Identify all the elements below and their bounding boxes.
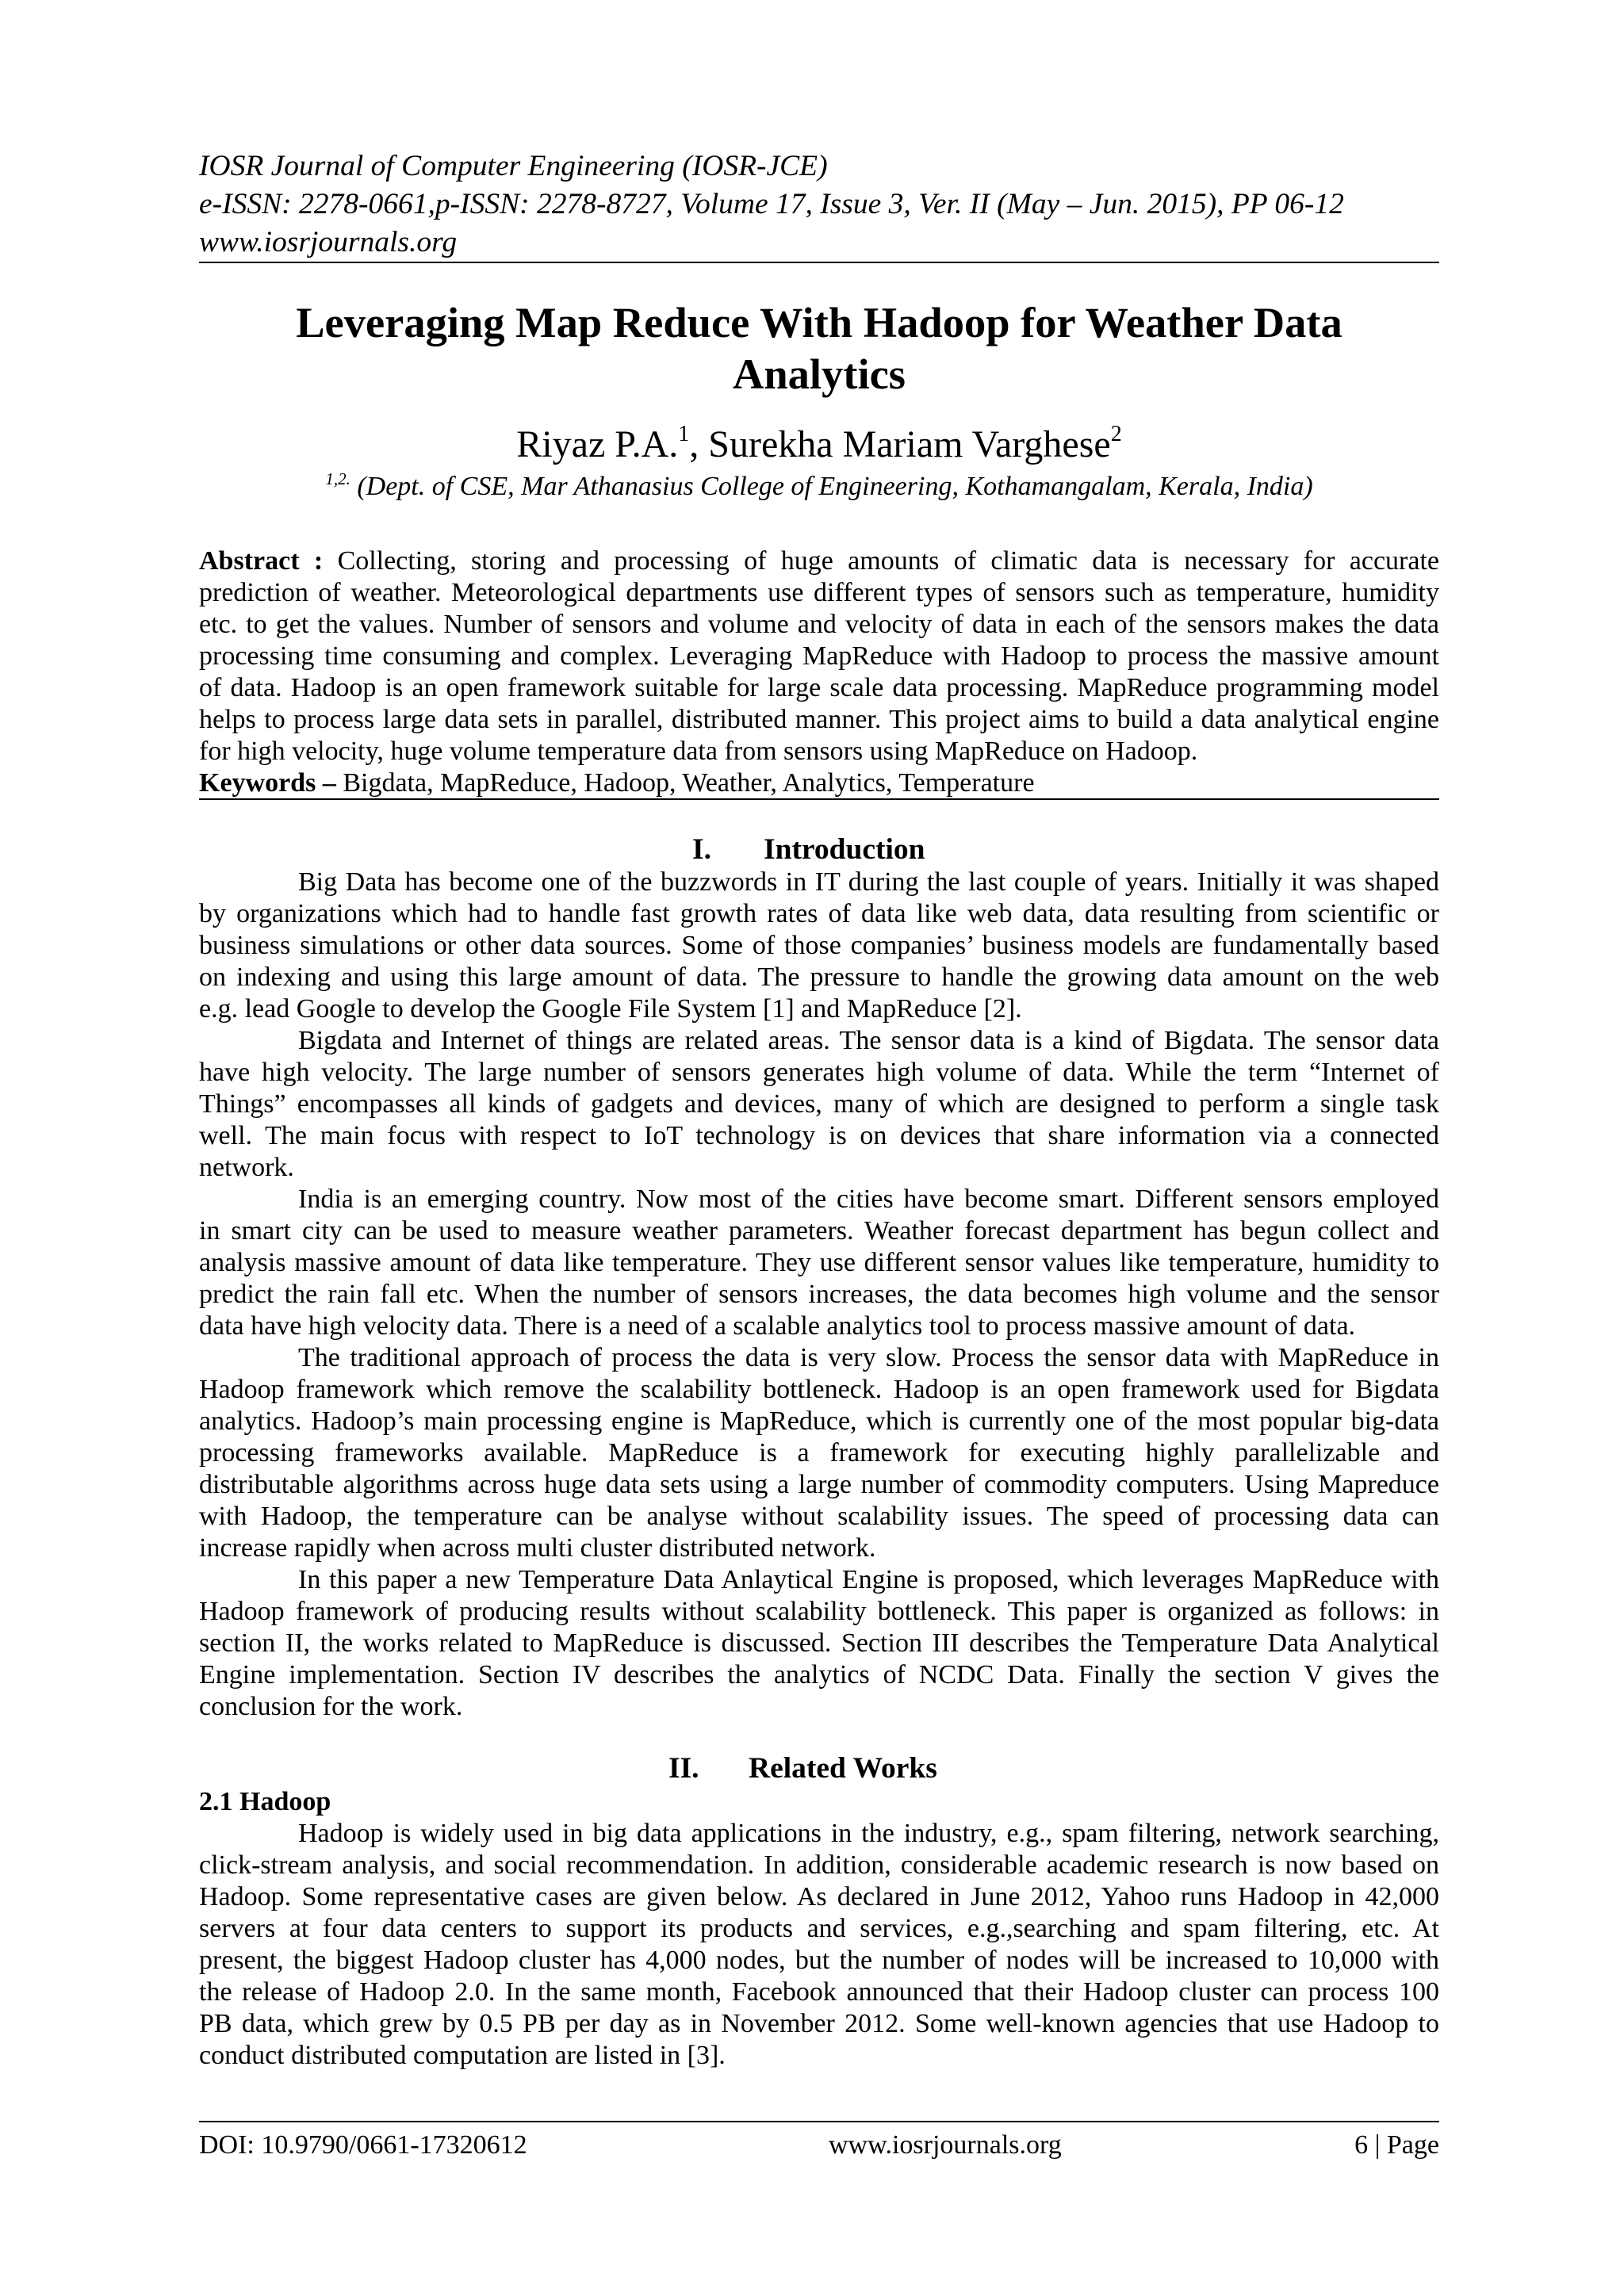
- paragraph-line: Hadoop is widely used in big data applications in the industry, e.g., spam filtering, network searching,: [298, 1819, 1439, 1848]
- paragraph-line: In this paper a new Temperature Data Anlaytical Engine is proposed, which leverages MapReduce with: [298, 1565, 1439, 1594]
- running-header: [199, 147, 1439, 262]
- paragraph-line: the release of Hadoop 2.0. In the same month, Facebook announced that their Hadoop cluster can process 100: [199, 1977, 1439, 2007]
- paragraph-line: servers at four data centers to support its products and services, e.g.,searching and spam filtering, etc. At: [199, 1914, 1439, 1943]
- issn-volume-info: e-ISSN: 2278-0661,p-ISSN: 2278-8727, Volume 17, Issue 3, Ver. II (May – Jun. 2015), PP 06-12: [199, 188, 1344, 220]
- paragraph-line: on indexing and using this large amount of data. The pressure to handle the growing data amount on the web: [199, 962, 1439, 992]
- affiliation-mark: 2: [1110, 422, 1122, 446]
- abstract-line: processing time consuming and complex. Leveraging MapReduce with Hadoop to process the massive amount: [199, 641, 1439, 671]
- abstract-line: helps to process large data sets in parallel, distributed manner. This project aims to build a data analytical engine: [199, 705, 1439, 734]
- abstract-rule: [199, 798, 1439, 800]
- paragraph: [199, 867, 1439, 1025]
- paragraph-line: analytics. Hadoop’s main processing engine is MapReduce, which is currently one of the most popular big-data: [199, 1406, 1439, 1436]
- paper-title: [199, 297, 1439, 400]
- paragraph-line: data have high velocity data. There is a need of a scalable analytics tool to process massive amount of data.: [199, 1311, 1356, 1341]
- footer-doi: DOI: 10.9790/0661-17320612: [199, 2130, 527, 2160]
- paragraph-line: Things” encompasses all kinds of gadgets and devices, many of which are designed to perform a single task: [199, 1089, 1439, 1119]
- section-heading-introduction: [0, 834, 1624, 866]
- abstract-line: prediction of weather. Meteorological departments use different types of sensors such as temperature, humidity: [199, 578, 1439, 607]
- paragraph-line: in smart city can be used to measure weather parameters. Weather forecast department has begun collect and: [199, 1216, 1439, 1246]
- subsection-heading-hadoop: 2.1 Hadoop: [199, 1787, 331, 1816]
- abstract-text: Collecting, storing and processing of huge amounts of climatic data is necessary for accurate: [337, 546, 1440, 576]
- introduction-body: [199, 867, 1439, 1723]
- paragraph: [199, 1342, 1439, 1564]
- journal-name: IOSR Journal of Computer Engineering (IOSR-JCE): [199, 150, 828, 182]
- footer-website: www.iosrjournals.org: [829, 2130, 1062, 2160]
- author-name: Riyaz P.A.: [516, 423, 679, 465]
- paragraph-line: conclusion for the work.: [199, 1692, 463, 1721]
- section-number: I.: [692, 833, 711, 866]
- paragraph-line: Engine implementation. Section IV describes the analytics of NCDC Data. Finally the section V gives the: [199, 1660, 1439, 1689]
- section-heading-related-works: [0, 1753, 1624, 1785]
- page-footer: [0, 2130, 1624, 2161]
- footer-page-number: 6 | Page: [1354, 2130, 1439, 2160]
- paragraph-line: section II, the works related to MapReduce is discussed. Section III describes the Temperature Data Analytical: [199, 1628, 1439, 1658]
- paragraph-line: conduct distributed computation are listed in [3].: [199, 2041, 726, 2070]
- paragraph-line: click-stream analysis, and social recommendation. In addition, considerable academic research is now based on: [199, 1850, 1439, 1880]
- affiliation: [199, 471, 1439, 503]
- affiliation-mark: 1: [678, 422, 690, 446]
- author-name: Surekha Mariam Varghese: [708, 423, 1111, 465]
- paragraph-line: distributable algorithms across huge data sets using a large number of commodity computers. Using Mapreduce: [199, 1470, 1439, 1499]
- paragraph-line: Hadoop framework of producing results without scalability bottleneck. This paper is organized as follows: in: [199, 1597, 1439, 1626]
- keywords-text: Bigdata, MapReduce, Hadoop, Weather, Analytics, Temperature: [343, 768, 1035, 798]
- paragraph-line: Hadoop. Some representative cases are given below. As declared in June 2012, Yahoo runs Hadoop in 42,000: [199, 1882, 1439, 1911]
- paragraph-line: The traditional approach of process the data is very slow. Process the sensor data with MapReduce in: [298, 1343, 1439, 1372]
- paragraph-line: well. The main focus with respect to IoT technology is on devices that share information via a connected: [199, 1121, 1439, 1150]
- abstract: [199, 545, 1439, 799]
- hadoop-body: [199, 1818, 1439, 2072]
- title-line: Leveraging Map Reduce With Hadoop for Weather Data: [296, 298, 1342, 346]
- section-title: Related Works: [749, 1752, 937, 1785]
- header-rule: [199, 262, 1439, 263]
- affiliation-text: (Dept. of CSE, Mar Athanasius College of Engineering, Kothamangalam, Kerala, India): [357, 472, 1313, 501]
- paragraph-line: India is an emerging country. Now most of the cities have become smart. Different sensors employed: [298, 1184, 1439, 1214]
- keywords-label: Keywords –: [199, 768, 336, 798]
- abstract-line: for high velocity, huge volume temperature data from sensors using MapReduce on Hadoop.: [199, 737, 1198, 766]
- paragraph: [199, 1818, 1439, 2072]
- paragraph-line: network.: [199, 1153, 294, 1182]
- paragraph-line: by organizations which had to handle fast growth rates of data like web data, data resulting from scientific or: [199, 899, 1439, 928]
- abstract-label: Abstract :: [199, 546, 324, 576]
- section-number: II.: [668, 1752, 699, 1785]
- paragraph-line: analysis massive amount of data like temperature. They use different sensor values like temperature, humidity to: [199, 1248, 1439, 1277]
- author-separator: ,: [689, 423, 709, 465]
- paragraph-line: predict the rain fall etc. When the number of sensors increases, the data becomes high volume and the sensor: [199, 1280, 1439, 1309]
- author-list: [199, 423, 1439, 467]
- paragraph: [199, 1025, 1439, 1184]
- paragraph: [199, 1564, 1439, 1723]
- paragraph-line: with Hadoop, the temperature can be analyse without scalability issues. The speed of processing data can: [199, 1502, 1439, 1531]
- paragraph: [199, 1184, 1439, 1342]
- keywords-line: [199, 767, 1439, 799]
- paragraph-line: Bigdata and Internet of things are related areas. The sensor data is a kind of Bigdata. The sensor data: [298, 1026, 1439, 1055]
- journal-website: www.iosrjournals.org: [199, 226, 458, 258]
- paragraph-line: Hadoop framework which remove the scalability bottleneck. Hadoop is an open framework used for Bigdata: [199, 1375, 1439, 1404]
- paragraph-line: increase rapidly when across multi cluster distributed network.: [199, 1533, 876, 1563]
- footer-rule: [199, 2121, 1439, 2122]
- title-line: Analytics: [733, 350, 906, 398]
- abstract-line: of data. Hadoop is an open framework suitable for large scale data processing. MapReduce programming model: [199, 673, 1439, 702]
- paragraph-line: Big Data has become one of the buzzwords in IT during the last couple of years. Initially it was shaped: [298, 867, 1439, 897]
- section-title: Introduction: [764, 833, 925, 866]
- abstract-line: [199, 545, 1439, 577]
- paragraph-line: PB data, which grew by 0.5 PB per day as in November 2012. Some well-known agencies that use Hadoop to: [199, 2009, 1439, 2038]
- paragraph-line: business simulations or other data sources. Some of those companies’ business models are fundamentally based: [199, 931, 1439, 960]
- abstract-line: etc. to get the values. Number of sensors and volume and velocity of data in each of the sensors makes the data: [199, 610, 1439, 639]
- paragraph-line: present, the biggest Hadoop cluster has 4,000 nodes, but the number of nodes will be increased to 10,000 with: [199, 1946, 1439, 1975]
- paragraph-line: e.g. lead Google to develop the Google File System [1] and MapReduce [2].: [199, 994, 1022, 1024]
- paragraph-line: processing frameworks available. MapReduce is a framework for executing highly parallelizable and: [199, 1438, 1439, 1468]
- paragraph-line: have high velocity. The large number of sensors generates high volume of data. While the term “Internet of: [199, 1058, 1439, 1087]
- affiliation-mark: 1,2.: [325, 469, 350, 488]
